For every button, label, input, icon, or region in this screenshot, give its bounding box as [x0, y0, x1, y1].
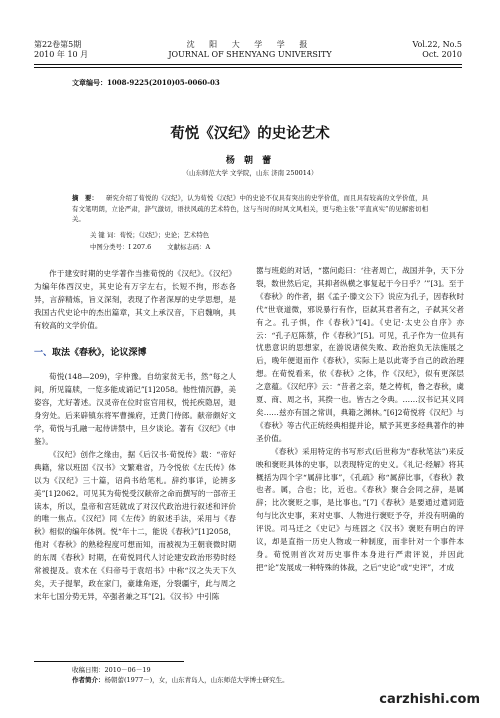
classification-line [90, 242, 226, 251]
body-column-right [256, 265, 464, 575]
clc-number: 中图分类号：I 207.6 [90, 243, 152, 251]
author-name: 杨 朝 蕾 [225, 156, 275, 166]
volume-en: Vol.22, No.5 [412, 40, 462, 49]
section-title: 取法《春秋》，论议深博 [52, 347, 147, 358]
body-paragraph: 嚣与班彪的对话，“嚣问彪曰：‘往者周亡，战国并争，天下分裂，数世然后定，其抑者纵横之事复起于今日乎？’”[3]。至于《春秋》的作者，据《孟子·滕文公下》说应为孔子，因春秋时代“世衰道微，邪说暴行有作，臣弑其君者有之，子弑其父者有之。孔子惧，作《春秋》”[4]。《史记·太史公自序》亦云：“孔子厄陈蔡，作《春秋》”[5]。可见，孔子作为一位具有忧患意识的思想家，在游说诸侯失败、政治抱负无法施展之后，晚年便退而作《春秋》，实际上是以此寄予自己的政治理想。在荀悦看来，依《春秋》之体，作《汉纪》，似有更深层之意蕴。《汉纪序》云：“昔者之亲，楚之梼杌，鲁之春秋，虞夏、商、周之书，其揆一也。皆古之令典。……汉书记其义同矣……兹亦有国之常训，典籍之渊林。”[6]2荀悦将《汉纪》与《春秋》等古代正统经典相提并论，赋予其更多经典著作的神圣价值。 [256, 266, 464, 443]
article-number: 文章编号：1008-9225(2010)05-0060-03 [72, 78, 220, 87]
intro-paragraph: 作于建安时期的史学著作当推荀悦的《汉纪》。《汉纪》为编年体西汉史，其史论有万字左右，长短不拘，形态各异，言辞精炼，旨义深刻，表现了作者深厚的史学思想，是我国古代史论中的杰出篇章，其文上承汉音，下启魏响，具有较高的文学价值。 [34, 269, 236, 330]
keywords-label: 关 键 词： [90, 231, 120, 239]
site-watermark: carzhishi.com [375, 690, 484, 709]
body-paragraph: 荀悦(148—209)，字仲豫。自幼家贫无书，然“每之人间，所见篇牍，一览多能成诵记”[1]2058。他性情沉静，美姿容，尤好著述。汉灵帝在位时宦官用权，悦托疾隐居，退身穷处。后来辟镇东将军曹操府，迁黄门侍郎。献帝颇好文学，荀悦与孔融一起侍讲禁中，旦夕谈论。著有《汉纪》《申鉴》。 [34, 372, 236, 446]
keywords [90, 230, 209, 239]
author-affiliation: （山东师范大学 文学院，山东 济南 250014） [182, 169, 318, 177]
keywords-text: 荀悦；《汉纪》；史论；艺术特色 [119, 231, 210, 239]
body-column-left [34, 268, 236, 604]
section-heading [34, 347, 236, 360]
abstract [72, 193, 428, 225]
author-bio-label: 作者简介： [72, 676, 105, 684]
abstract-text: 研究介绍了荀悦的《汉纪》，认为荀悦《汉纪》中的史论不仅具有突出的史学价值，而且具有较高的文学价值，具有文笔明朗，立论严肃，辞气激切，语扶风疏的艺术特色，这与当时的时风文风相关，更与绝主张“平直真实”的见解密切相关。 [72, 194, 428, 223]
journal-name-en: JOURNAL OF SHENYANG UNIVERSITY [168, 50, 332, 59]
section-number: 一、 [34, 347, 53, 358]
author-bio-text: 杨朝蕾(1977－)，女，山东青岛人，山东师范大学博士研究生。 [104, 676, 289, 684]
document-code: 文献标志码：A [167, 243, 211, 251]
body-paragraph: 《春秋》采用特定的书写形式(后世称为“春秋笔法”)来反映和褒贬具体的史事，以表现特定的史义。《礼记·经解》将其概括为四个字“属辞比事”，《孔疏》称“属辞比事，《春秋》教也者。属，合也；比，近也。《春秋》聚合会同之辞，是属辞；比次褒贬之事，是比事也。”[7]《春秋》是要通过遣词造句与比次史事，来对史事、人物进行褒贬予夺，并没有明确的评说。司马迁之《史记》与班固之《汉书》褒贬有明白的评议，却是直指一历史人物或一种制度，而非针对一个事件本身。荀悦则首次对历史事件本身进行严肃评说，并因此把“论”发展成一种特殊的体裁，之后“史论”或“史评”，才成 [256, 446, 464, 572]
footnote-rule [34, 661, 184, 662]
header-rule-thick [34, 64, 462, 65]
volume-cn: 第22卷第5期 [34, 40, 82, 49]
journal-name-cn: 沈 阳 大 学 学 报 [186, 40, 314, 49]
header-rule-thin [34, 67, 462, 68]
article-title: 荀悦《汉纪》的史论艺术 [170, 125, 330, 142]
header-right [412, 40, 462, 60]
date-en: Oct. 2010 [422, 50, 462, 59]
author-bio [72, 675, 289, 685]
received-date: 收稿日期：2010－06－19 [72, 666, 151, 674]
body-paragraph: 《汉纪》创作之缘由，据《后汉书·荀悦传》载：“帝好典籍，常以班固《汉书》文繁难省，乃令悦依《左氏传》体以为《汉纪》三十篇，诏尚书给笔札。辞约事详，论辨多美”[1]2062。可见其为荀悦受汉献帝之命而撰写的一部帝王读本，所以，皇帝和宫廷就成了对汉代政治进行叙述和评价的唯一焦点。《汉纪》同《左传》的叙述手法，采用与《春秋》相似的编年体例。悦“年十二，能说《春秋》”[1]2058，他对《春秋》的熟稔程度可想而知，而被视为王朝衰微时期的东周《春秋》时期，在荀悦同代人讨论建安政治形势时经常被提及。袁术在《归帝号于袁绍书》中称“汉之失天下久矣，天子提挈，政在家门，豪雄角逐，分裂疆宇，此与周之末年七国分势无异，卒强者兼之耳”[2]。《汉书》中引陈 [34, 449, 236, 601]
abstract-label: 摘 要： [72, 194, 99, 202]
footnote [72, 665, 289, 685]
date-cn: 2010 年 10 月 [34, 50, 89, 59]
